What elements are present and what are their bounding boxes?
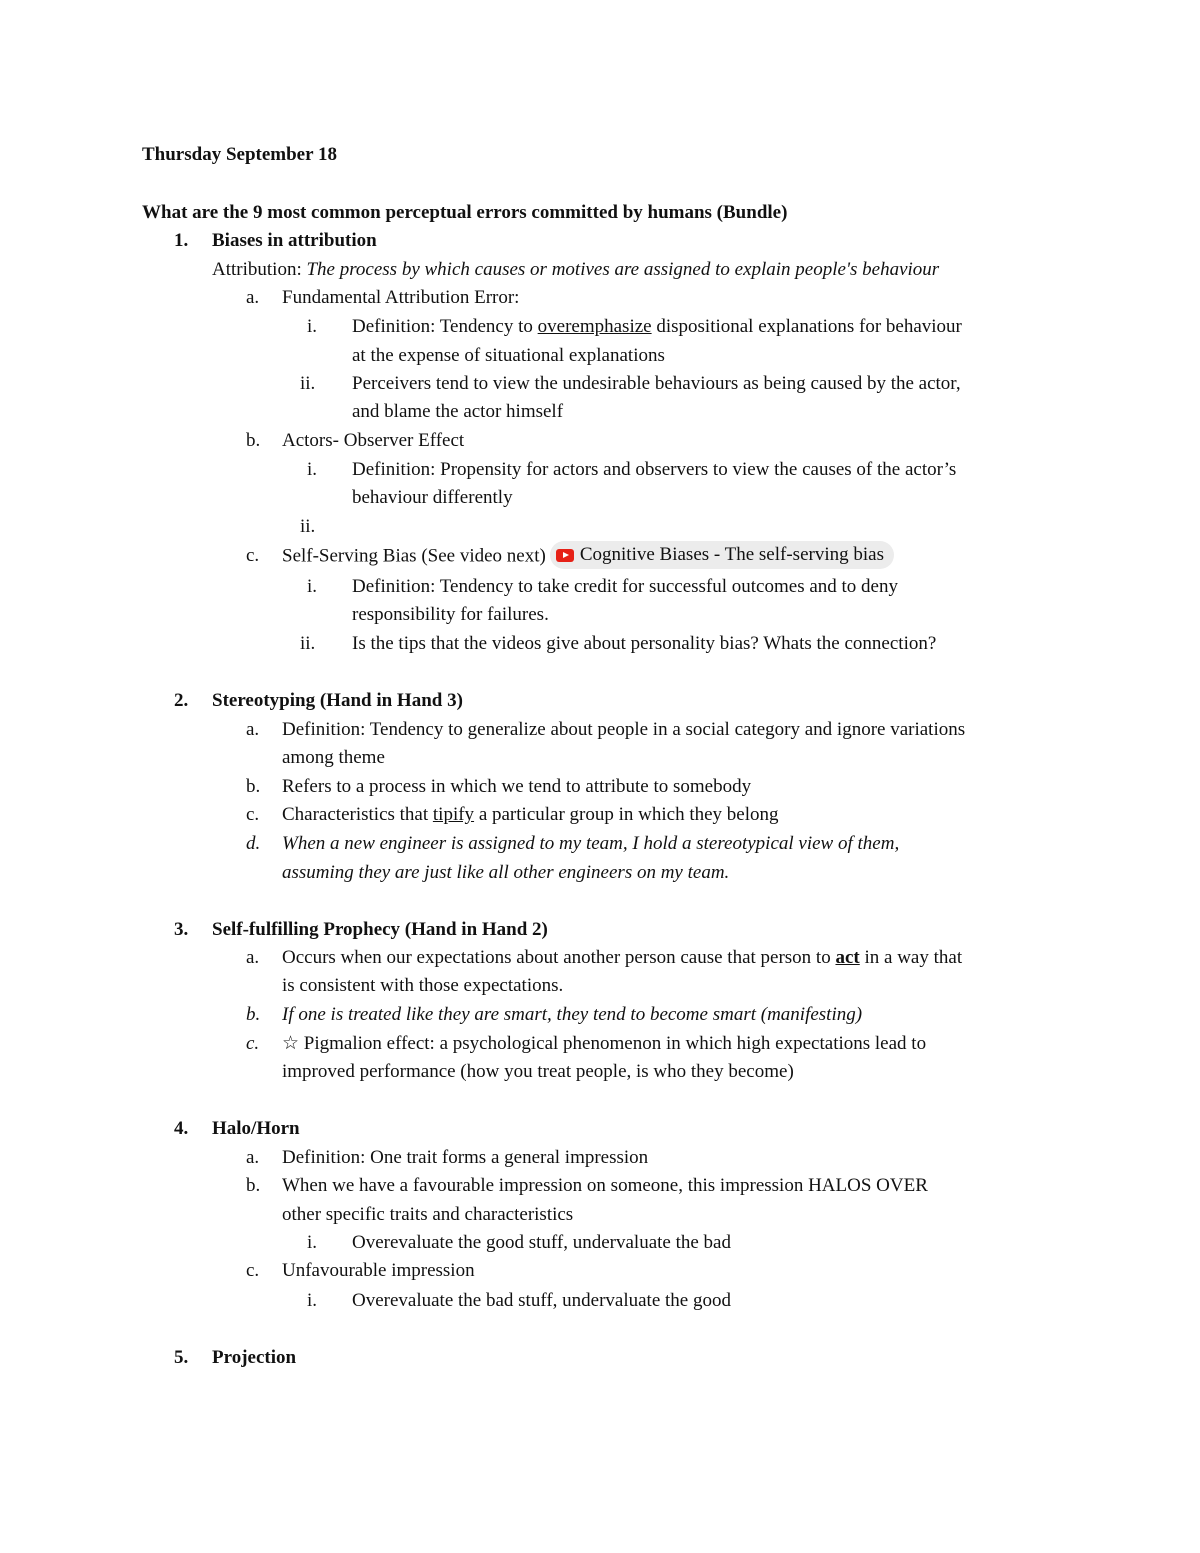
s1-c-i-cont: responsibility for failures. bbox=[352, 604, 549, 625]
s1-a-ii-text: Perceivers tend to view the undesirable behaviours as being caused by the actor, bbox=[352, 373, 961, 394]
s2-c-text bbox=[282, 802, 779, 828]
s4-c-marker: c. bbox=[246, 1260, 260, 1281]
act-bold-underlined: act bbox=[835, 947, 860, 968]
s1-b-ii-marker: ii. bbox=[300, 516, 316, 537]
star-icon: ☆ bbox=[282, 1033, 300, 1054]
tipify-underlined: tipify bbox=[432, 804, 475, 825]
youtube-link-label: Cognitive Biases - The self-serving bias bbox=[579, 544, 884, 565]
section-4-number: 4. bbox=[174, 1118, 189, 1139]
attribution-definition bbox=[212, 257, 939, 283]
s1-c-i-text: Definition: Tendency to take credit for successful outcomes and to deny bbox=[352, 576, 898, 597]
s3-b-text: If one is treated like they are smart, they tend to become smart (manifesting) bbox=[282, 1004, 863, 1025]
s1-a-marker: a. bbox=[246, 287, 260, 308]
s1-b-i-text: Definition: Propensity for actors and observers to view the causes of the actor’s bbox=[352, 459, 957, 480]
date-heading: Thursday September 18 bbox=[142, 144, 337, 165]
s4-b-text: When we have a favourable impression on someone, this impression HALOS OVER bbox=[282, 1175, 928, 1196]
section-5-number: 5. bbox=[174, 1347, 189, 1368]
s1-a-ii-marker: ii. bbox=[300, 373, 316, 394]
s2-b-marker: b. bbox=[246, 776, 261, 797]
section-2-title: Stereotyping (Hand in Hand 3) bbox=[212, 690, 463, 711]
s1-a-i-cont: at the expense of situational explanations bbox=[352, 345, 665, 366]
s4-a-text: Definition: One trait forms a general impression bbox=[282, 1147, 649, 1168]
s1-c-text bbox=[282, 543, 894, 569]
s1-c-ii-marker: ii. bbox=[300, 633, 316, 654]
s1-a-text: Fundamental Attribution Error: bbox=[282, 287, 520, 308]
s1-c-label: Self-Serving Bias (See video next) bbox=[282, 545, 546, 567]
s2-d-text: When a new engineer is assigned to my team, I hold a stereotypical view of them, bbox=[282, 833, 900, 854]
s1-b-text: Actors- Observer Effect bbox=[282, 430, 465, 451]
s1-b-i-marker: i. bbox=[307, 459, 318, 480]
s2-c-post: a particular group in which they belong bbox=[474, 804, 779, 825]
s4-b-marker: b. bbox=[246, 1175, 261, 1196]
s3-a-text bbox=[282, 945, 962, 971]
s3-c-label: Pigmalion effect: a psychological phenomenon in which high expectations lead to bbox=[299, 1033, 927, 1054]
section-3-title: Self-fulfilling Prophecy (Hand in Hand 2) bbox=[212, 919, 548, 940]
s3-a-post: in a way that bbox=[859, 947, 963, 968]
s2-c-marker: c. bbox=[246, 804, 260, 825]
s3-c-text bbox=[282, 1031, 926, 1057]
s3-a-pre: Occurs when our expectations about another person cause that person to bbox=[282, 947, 836, 968]
s1-c-ii-text: Is the tips that the videos give about personality bias? Whats the connection? bbox=[352, 633, 937, 654]
section-3-number: 3. bbox=[174, 919, 189, 940]
overemphasize-underlined: overemphasize bbox=[537, 316, 652, 337]
s1-c-i-marker: i. bbox=[307, 576, 318, 597]
section-5-title: Projection bbox=[212, 1347, 297, 1368]
youtube-link-chip[interactable] bbox=[550, 541, 894, 569]
s4-b-i-text: Overevaluate the good stuff, undervaluate the bad bbox=[352, 1232, 731, 1253]
s4-b-i-marker: i. bbox=[307, 1232, 318, 1253]
s4-b-cont: other specific traits and characteristics bbox=[282, 1204, 574, 1225]
s1-a-i-post: dispositional explanations for behaviour bbox=[651, 316, 962, 337]
s4-c-i-text: Overevaluate the bad stuff, undervaluate the good bbox=[352, 1290, 731, 1311]
youtube-icon bbox=[556, 549, 574, 562]
s3-c-cont: improved performance (how you treat people, is who they become) bbox=[282, 1061, 794, 1082]
s4-c-i-marker: i. bbox=[307, 1290, 318, 1311]
s3-a-cont: is consistent with those expectations. bbox=[282, 975, 564, 996]
section-4-title: Halo/Horn bbox=[212, 1118, 300, 1139]
section-2-number: 2. bbox=[174, 690, 189, 711]
s2-d-cont: assuming they are just like all other engineers on my team. bbox=[282, 862, 730, 883]
s4-c-text: Unfavourable impression bbox=[282, 1260, 475, 1281]
s2-d-marker: d. bbox=[246, 833, 261, 854]
s1-a-ii-cont: and blame the actor himself bbox=[352, 401, 564, 422]
s3-b-marker: b. bbox=[246, 1004, 261, 1025]
attribution-label: Attribution: bbox=[212, 259, 302, 280]
main-question: What are the 9 most common perceptual errors committed by humans (Bundle) bbox=[142, 202, 788, 223]
s4-a-marker: a. bbox=[246, 1147, 260, 1168]
s2-c-pre: Characteristics that bbox=[282, 804, 433, 825]
s1-a-i-marker: i. bbox=[307, 316, 318, 337]
s1-b-i-cont: behaviour differently bbox=[352, 487, 513, 508]
section-1-number: 1. bbox=[174, 230, 189, 251]
s1-c-marker: c. bbox=[246, 545, 260, 566]
s3-c-marker: c. bbox=[246, 1033, 260, 1054]
attribution-text: The process by which causes or motives are assigned to explain people's behaviour bbox=[306, 259, 940, 280]
s2-a-marker: a. bbox=[246, 719, 260, 740]
section-1-title: Biases in attribution bbox=[212, 230, 377, 251]
s1-a-i-text bbox=[352, 314, 962, 340]
s3-a-marker: a. bbox=[246, 947, 260, 968]
s1-a-i-pre: Definition: Tendency to bbox=[352, 316, 538, 337]
s2-a-text: Definition: Tendency to generalize about people in a social category and ignore variations bbox=[282, 719, 966, 740]
s1-b-marker: b. bbox=[246, 430, 261, 451]
s2-a-cont: among theme bbox=[282, 747, 385, 768]
s2-b-text: Refers to a process in which we tend to attribute to somebody bbox=[282, 776, 752, 797]
